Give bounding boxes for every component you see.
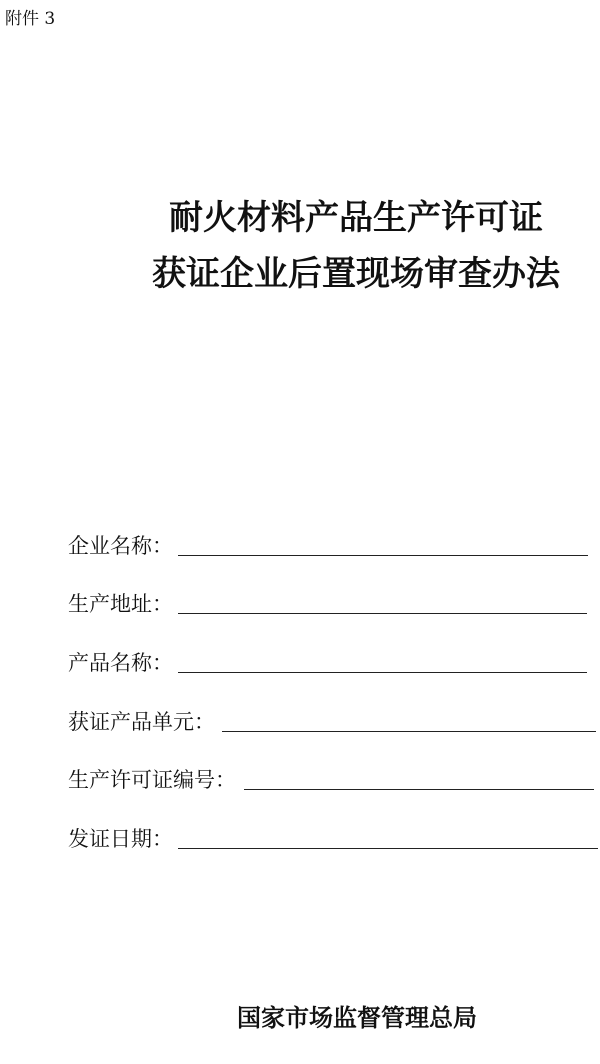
fill-in-line-certified-product-unit [222, 731, 596, 732]
fill-in-line-production-address [178, 613, 587, 614]
title-line-2: 获证企业后置现场审查办法 [152, 254, 560, 294]
form-row-issue-date [68, 826, 598, 854]
fill-in-line-issue-date [178, 848, 598, 849]
field-label-issue-date: 发证日期： [68, 827, 173, 851]
document-title [146, 190, 566, 302]
title-line-1: 耐火材料产品生产许可证 [169, 198, 543, 238]
attachment-label: 附件 3 [5, 9, 56, 29]
issuing-authority: 国家市场监督管理总局 [237, 1003, 477, 1032]
fill-in-line-company-name [178, 555, 588, 556]
form-row-product-name [68, 650, 598, 678]
field-label-certified-product-unit: 获证产品单元： [68, 710, 215, 734]
fill-in-line-license-number [244, 789, 594, 790]
form-row-production-address [68, 591, 598, 619]
field-label-license-number: 生产许可证编号： [68, 768, 236, 792]
form-row-certified-product-unit [68, 709, 598, 737]
field-label-product-name: 产品名称： [68, 651, 173, 675]
form-row-company-name [68, 533, 598, 561]
fill-in-line-product-name [178, 672, 587, 673]
form-row-license-number [68, 767, 598, 795]
field-label-production-address: 生产地址： [68, 592, 173, 616]
field-label-company-name: 企业名称： [68, 534, 173, 558]
